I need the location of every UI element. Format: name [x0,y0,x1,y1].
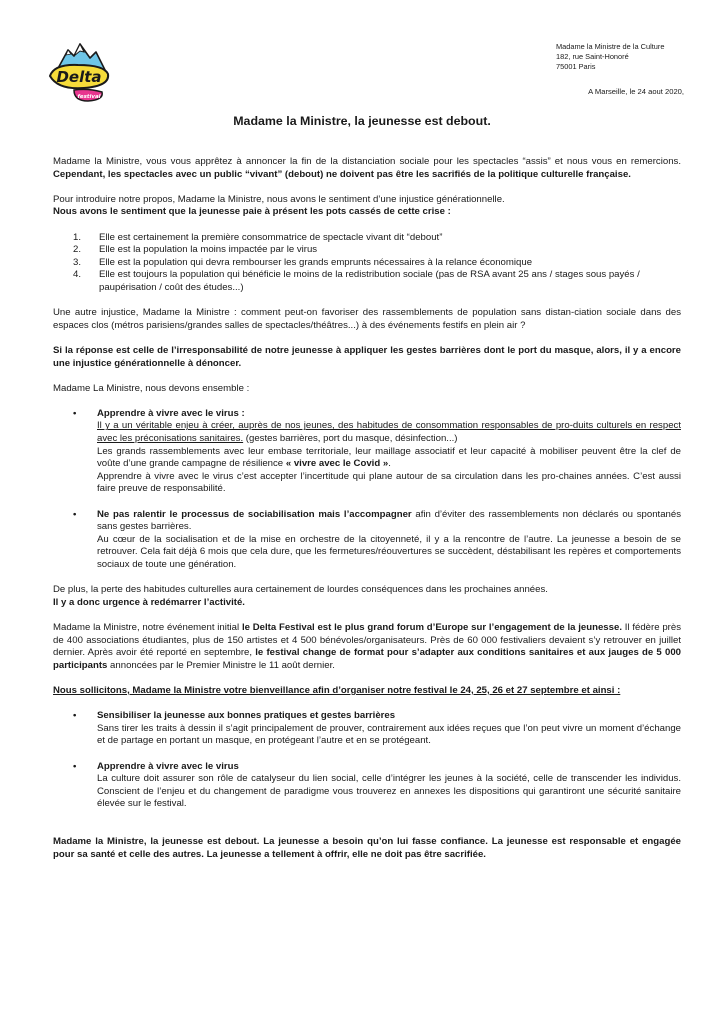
bullet-icon: • [73,508,77,520]
recipient-line-3: 75001 Paris [556,62,596,71]
list-item [73,257,681,270]
bullet-text-after: afin d’éviter des rassemblements non déclarés ou spontanés sans gestes barrières. [97,508,681,533]
festival-bold-text: le festival change de format pour s’adapter aux conditions sanitaires et aux jauges de 5 000 participants [53,647,681,671]
list-item-text: Elle est la population qui devra rembourser les grands emprunts nécessaires à la relance économique [99,256,533,268]
bullet-text: Sans tirer les traits à dessin il s’agit principalement de prouver, contrairement aux idées reçues que l’on peut vivre un moment d’échange et de partage en portant un masque, en protégeant l’autre et en se protégeant. [97,722,681,747]
paragraph-another-injustice: Une autre injustice, Madame la Ministre : comment peut-on favoriser des rassemblements de population sans distan-ciation sociale dans des espaces clos (métros parisiens/grandes salles de spectacles/théâtres...) à des événements festifs en plein air ? [53,307,681,331]
injustice-bold-text: Nous avons le sentiment que la jeunesse paie à présent les pots cassés de cette crise : [53,206,451,218]
bullet-text: La culture doit assurer son rôle de catalyseur du lien social, celle d’intégrer les jeunes à la société, celle de transcender les individus. Conscient de l’enjeu et du changement de paradigme vous trouverez en annexes les dispositions qui garantiront une sécurité sanitaire élevée sur le festival. [97,773,681,810]
festival-text: Madame la Ministre, notre événement initial [53,621,242,633]
list-item [73,710,681,748]
bullet-list-actions [73,408,681,572]
logo-subtext: festival [77,94,101,100]
letter-title: Madame la Ministre, la jeunesse est debout. [233,114,491,128]
paragraph-festival [53,622,681,672]
letter-date: A Marseille, le 24 aout 2020, [588,87,684,96]
list-item [73,232,681,245]
logo-graphic [44,38,114,108]
list-number: 4. [73,269,82,281]
list-number: 1. [73,231,82,243]
list-item-text: Elle est toujours la population qui bénéficie le moins de la redistribution sociale (pas de RSA avant 25 ans / stages sous payés / paupérisation / coût des études...) [99,269,640,293]
list-item [73,408,681,496]
recipient-line-2: 182, rue Saint-Honoré [556,52,629,61]
list-item [73,244,681,257]
bullet-heading: Apprendre à vivre avec le virus [97,760,239,772]
list-number: 2. [73,244,82,256]
paragraph-intro [53,156,681,181]
bullet-icon: • [73,407,77,419]
closing-paragraph: Madame la Ministre, la jeunesse est debout. La jeunesse a besoin qu’on lui fasse confiance. La jeunesse est responsable et engagée pour sa santé et celle des autres. La jeunesse a tellement à offrir, elle ne doit pas être sacrifiée. [53,836,681,860]
paragraph-request: Nous sollicitons, Madame la Ministre votre bienveillance afin d’organiser notre festival le 24, 25, 26 et 27 septembre et ainsi : [53,684,621,696]
bullet-text-part: Les grands rassemblements avec leur embase territoriale, leur maillage associatif et leur capacité à mobiliser peuvent être la clef de voûte d’une grande campagne de résilience [97,445,681,470]
bullet-heading: Apprendre à vivre avec le virus : [97,407,245,419]
festival-bold-text: le Delta Festival est le plus grand forum d’Europe sur l’engagement de la jeunesse. [241,621,622,633]
bullet-text [97,509,681,534]
bullet-icon: • [73,710,77,722]
paragraph-cultural-habits [53,584,681,597]
list-item-text: Elle est certainement la première consommatrice de spectacle vivant dit “debout” [99,231,443,243]
bullet-icon: • [73,760,77,772]
bullet-text: Apprendre à vivre avec le virus c’est accepter l’incertitude qui plane autour de sa circulation dans les pro-chaines années. C’est aussi faire preuve de responsabilité. [97,470,681,495]
delta-festival-logo [44,38,114,108]
bullet-text [97,420,681,445]
list-item-text: Elle est la population la moins impactée par le virus [99,244,318,256]
intro-text: Madame la Ministre, vous vous apprêtez à annoncer la fin de la distanciation sociale pour les spectacles “assis” et nous vous en remercions. [53,156,681,167]
paragraph-injustice [53,194,681,207]
paragraph-responsibility: Si la réponse est celle de l’irresponsabilité de notre jeunesse à appliquer les gestes barrières dont le port du masque, alors, il y a encore une injustice générationnelle à dénoncer. [53,344,681,369]
bullet-bold-part: « vivre avec le Covid » [285,458,389,470]
cultural-habits-text: De plus, la perte des habitudes culturelles aura certainement de lourdes conséquences dans les prochaines années. [53,584,548,596]
list-number: 3. [73,256,82,268]
paragraph-injustice-bold [53,206,681,219]
list-item [73,269,681,294]
injustice-text: Pour introduire notre propos, Madame la Ministre, nous avons le sentiment d’une injustice générationnelle. [53,193,505,205]
bullet-text-end: . [388,458,391,470]
recipient-address [556,42,664,72]
paragraph-together: Madame La Ministre, nous devons ensemble : [53,382,250,394]
bullet-text [97,446,681,471]
underlined-text: Il y a un véritable enjeu à créer, auprès de nos jeunes, des habitudes de consommation responsables de pro-duits culturels en respect avec les préconisations sanitaires. [97,420,681,445]
numbered-list [73,232,681,295]
intro-bold-text: Cependant, les spectacles avec un public “vivant” (debout) ne doivent pas être les sacrifiés de la politique culturelle française. [53,168,631,180]
urgency-text: Il y a donc urgence à redémarrer l’activité. [53,596,245,608]
festival-text: Il fédère près de 400 associations étudiantes, plus de 150 artistes et 4 500 bénévoles/organisateurs. Près de 60 000 festivaliers devaient s’y retrouver en juillet dernier. Après avoir été reporté en septembre, [53,621,681,659]
letter-body [53,156,681,874]
logo-text: Delta [56,68,102,86]
paragraph-urgency [53,597,681,610]
list-item [73,761,681,811]
bullet-heading: Sensibiliser la jeunesse aux bonnes pratiques et gestes barrières [97,710,396,722]
bullet-text: Au cœur de la socialisation et de la mise en orchestre de la citoyenneté, il y a la rencontre de l’autre. La jeunesse a besoin de se retrouver. Cela fait déjà 6 mois que cela dure, que les fermetures/réouvertures se succèdent, déstabilisant les repères et comportements sociaux de toute une génération. [97,533,681,570]
list-item [73,509,681,572]
festival-text: annoncées par le Premier Ministre le 11 août dernier. [107,659,335,671]
bullet-heading: Ne pas ralentir le processus de sociabilisation mais l’accompagner [97,508,412,520]
bullet-text-after: (gestes barrières, port du masque, désinfection...) [243,433,458,445]
recipient-line-1: Madame la Ministre de la Culture [556,42,665,51]
bullet-list-goals [73,710,681,811]
